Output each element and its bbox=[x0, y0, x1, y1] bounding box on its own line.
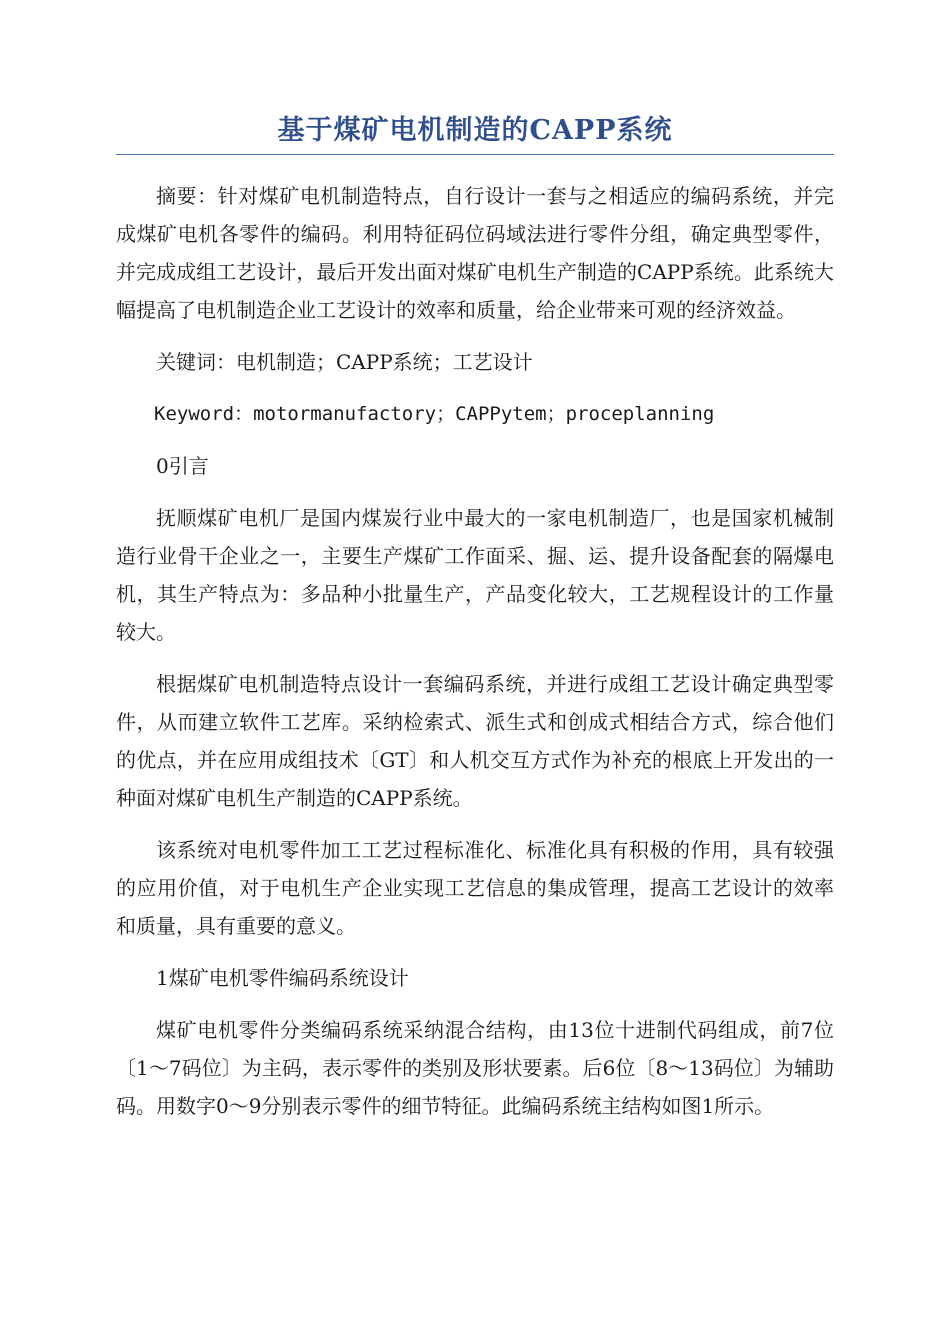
section-1-paragraph-1: 煤矿电机零件分类编码系统采纳混合结构，由13位十进制代码组成，前7位〔1～7码位〕为主码，表示零件的类别及形状要素。后6位〔8～13码位〕为辅助码。用数字0～9分别表示零件的细节特征。此编码系统主结构如图1所示。 bbox=[116, 1018, 834, 1118]
keywords-english: Keyword：motormanufactory；CAPPytem；proceplanning bbox=[154, 403, 715, 425]
intro-paragraph-2: 根据煤矿电机制造特点设计一套编码系统，并进行成组工艺设计确定典型零件，从而建立软件工艺库。采纳检索式、派生式和创成式相结合方式，综合他们的优点，并在应用成组技术〔GT〕和人机交互方式作为补充的根底上开发出的一种面对煤矿电机生产制造的CAPP系统。 bbox=[116, 672, 834, 810]
document-page bbox=[116, 112, 834, 1125]
section-1-heading: 1煤矿电机零件编码系统设计 bbox=[156, 966, 409, 990]
intro-paragraph-3: 该系统对电机零件加工工艺过程标准化、标准化具有积极的作用，具有较强的应用价值，对于电机生产企业实现工艺信息的集成管理，提高工艺设计的效率和质量，具有重要的意义。 bbox=[116, 838, 834, 938]
section-0-heading: 0引言 bbox=[156, 454, 209, 478]
abstract-paragraph: 摘要：针对煤矿电机制造特点，自行设计一套与之相适应的编码系统，并完成煤矿电机各零件的编码。利用特征码位码域法进行零件分组，确定典型零件，并完成成组工艺设计，最后开发出面对煤矿电机生产制造的CAPP系统。此系统大幅提高了电机制造企业工艺设计的效率和质量，给企业带来可观的经济效益。 bbox=[116, 184, 834, 322]
document-title: 基于煤矿电机制造的CAPP系统 bbox=[116, 112, 834, 155]
keywords-chinese: 关键词：电机制造；CAPP系统；工艺设计 bbox=[156, 350, 533, 374]
intro-paragraph-1: 抚顺煤矿电机厂是国内煤炭行业中最大的一家电机制造厂，也是国家机械制造行业骨干企业之一，主要生产煤矿工作面采、掘、运、提升设备配套的隔爆电机，其生产特点为：多品种小批量生产，产品变化较大，工艺规程设计的工作量较大。 bbox=[116, 506, 834, 644]
